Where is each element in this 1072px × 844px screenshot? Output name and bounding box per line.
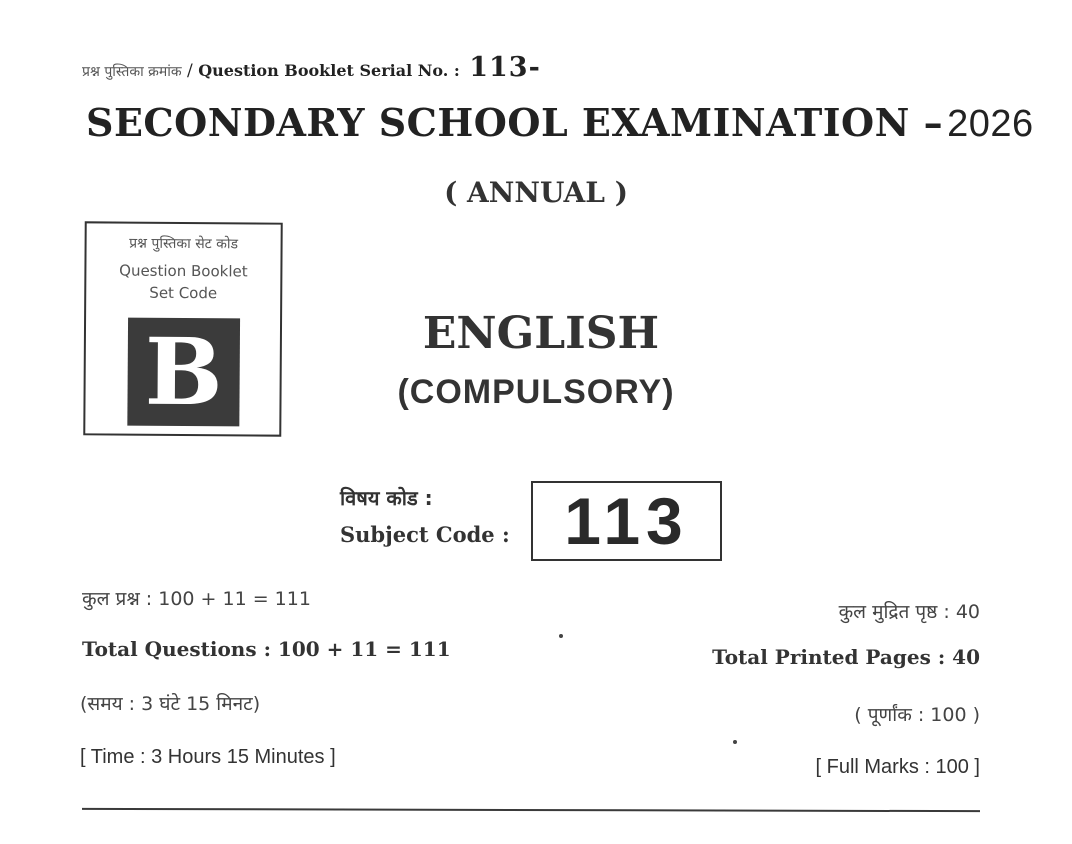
subject-name: ENGLISH <box>422 308 660 359</box>
total-questions: Total Questions : 100 + 11 = 111 <box>82 637 451 661</box>
booklet-serial-line <box>82 52 541 83</box>
subject-code-label-hindi: विषय कोड : <box>340 486 433 510</box>
subject-code-box: 113 <box>531 481 722 561</box>
total-questions-hindi: कुल प्रश्न : 100 + 11 = 111 <box>82 588 311 610</box>
bottom-divider <box>82 808 980 812</box>
exam-title-text: SECONDARY SCHOOL EXAMINATION – <box>86 100 944 145</box>
print-speck <box>559 634 563 638</box>
subject-code-label: Subject Code : <box>340 522 510 547</box>
booklet-serial-label: Question Booklet Serial No. : <box>198 61 460 80</box>
full-marks-hindi: ( पूर्णांक : 100 ) <box>854 704 980 726</box>
exam-title <box>86 100 1034 146</box>
booklet-serial-number: 113- <box>469 52 541 83</box>
booklet-serial-label-hindi: प्रश्न पुस्तिका क्रमांक <box>82 64 182 80</box>
exam-type: ( ANNUAL ) <box>444 176 628 209</box>
time-hindi: (समय : 3 घंटे 15 मिनट) <box>80 693 261 715</box>
print-speck <box>733 740 737 744</box>
set-code-label-hindi: प्रश्न पुस्तिका सेट कोड <box>129 235 239 253</box>
subject-qualifier: (COMPULSORY) <box>397 373 675 411</box>
exam-year: 2026 <box>947 103 1034 145</box>
set-code-label-line2: Set Code <box>149 283 218 303</box>
full-marks: [ Full Marks : 100 ] <box>815 756 980 778</box>
booklet-serial-separator: / <box>181 61 199 81</box>
printed-pages-hindi: कुल मुद्रित पृष्ठ : 40 <box>838 601 980 623</box>
set-code-label-line1: Question Booklet <box>119 261 248 281</box>
printed-pages: Total Printed Pages : 40 <box>712 645 980 669</box>
set-code-letter: B <box>127 318 240 427</box>
time-allowed: [ Time : 3 Hours 15 Minutes ] <box>80 746 336 768</box>
